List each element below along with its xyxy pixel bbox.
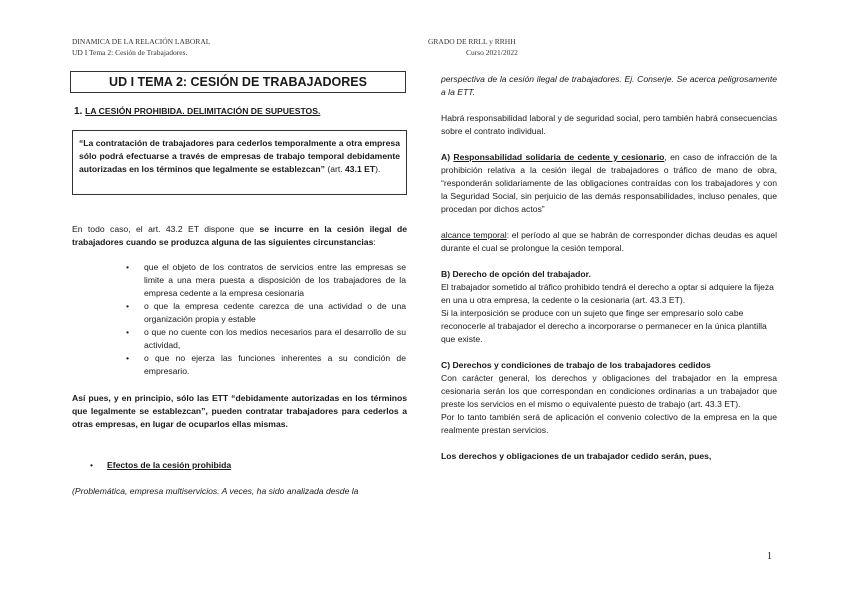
section-heading (74, 106, 320, 117)
list-item: • que el objeto de los contratos de servicios entre las empresas se limite a una mera puesta a disposición de los trabajadores de la empresa cedente a la empresa cesionaria (124, 261, 406, 300)
header-course-title: DINAMICA DE LA RELACIÓN LABORAL (72, 37, 211, 46)
section-number: 1. (74, 106, 83, 117)
alcance-label: alcance temporal (441, 230, 507, 240)
problem-paragraph: (Problemática, empresa multiservicios. A veces, ha sido analizada desde la (72, 486, 359, 496)
responsibility-paragraph: Habrá responsabilidad laboral y de seguridad social, pero también habrá consecuencias sobre el contrato individual. (441, 113, 777, 136)
list-item: • o que la empresa cedente carezca de una actividad o de una organización propia y estable (124, 300, 406, 326)
list-item: • o que no ejerza las funciones inherentes a su condición de empresario. (124, 352, 406, 378)
section-b-text-1: El trabajador sometido al tráfico prohibido tendrá el derecho a optar si adquiere la fijeza en una u otra empresa, la cedente o la cesionaria (art. 43.3 ET). (441, 282, 774, 305)
header-left (72, 36, 210, 58)
list-item: • o que no cuente con los medios necesarios para el desarrollo de su actividad, (124, 326, 406, 352)
section-c-text-1: Con carácter general, los derechos y obligaciones del trabajador en la empresa cesionaria serán los que correspondan en condiciones ordinarias a un trabajador que preste los servicios en el mismo o equivalente puesto de trabajo (art. 43.3 ET). (441, 373, 777, 409)
quote-ref: 43.1 ET (345, 164, 376, 174)
intro-text: En todo caso, el art. 43.2 ET dispone que (72, 224, 260, 234)
header-unit-title: UD I Tema 2: Cesión de Trabajadores. (72, 48, 188, 57)
section-a-heading: Responsabilidad solidaria de cedente y cesionario (453, 152, 665, 162)
final-paragraph: Los derechos y obligaciones de un trabajador cedido serán, pues, (441, 451, 712, 461)
header-right (428, 36, 518, 58)
alcance-text: : el período al que se habrán de corresponder dichas deudas es aquel durante el cual se prolongue la cesión temporal. (441, 230, 777, 253)
ett-paragraph: Así pues, y en principio, sólo las ETT “debidamente autorizadas en los términos que legalmente se establezcan”, pueden contratar trabajadores para cederlos a otras empresas, en lugar de ocuparlos ellas mismas. (72, 393, 407, 429)
intro-bold-text: se incurre en la cesión ilegal de trabajadores cuando se produzca alguna de las siguientes circunstancias (72, 224, 407, 247)
section-c-text-2: Por lo tanto también será de aplicación el convenio colectivo de la empresa en la que realmente prestan servicios. (441, 412, 777, 435)
bullet-icon: • (90, 460, 94, 470)
circumstances-list (124, 261, 406, 378)
intro-colon: : (373, 237, 376, 247)
section-b-heading: B) Derecho de opción del trabajador. (441, 269, 591, 279)
quote-ref-suffix: ). (375, 164, 381, 174)
continued-italic-paragraph: perspectiva de la cesión ilegal de trabajadores. Ej. Conserje. Se acerca peligrosamente a la ETT. (441, 74, 777, 97)
section-a-paragraph (441, 151, 777, 216)
header-year: Curso 2021/2022 (466, 48, 518, 57)
left-column (72, 223, 407, 498)
quote-text: “La contratación de trabajadores para cederlos temporalmente a otra empresa sólo podrá efectuarse a través de empresas de trabajo temporal debidamente autorizadas en los términos que legalmente se establezcan” (79, 138, 400, 174)
effects-heading-label: Efectos de la cesión prohibida (107, 460, 232, 470)
page-title: UD I TEMA 2: CESIÓN DE TRABAJADORES (70, 71, 406, 93)
section-a-text: , en caso de infracción de la prohibición relativa a la cesión ilegal de trabajadores o tráfico de mano de obra, “responderán solidariamente de las obligaciones contraídas con los trabajadores y con la Seguridad Social, sin perjuicio de las demás responsabilidades, incluso penales, que procedan por dichos actos” (441, 152, 777, 214)
alcance-paragraph (441, 229, 777, 255)
section-a-label: A) (441, 152, 454, 162)
legal-quote-box (72, 130, 407, 195)
right-column (441, 73, 777, 463)
intro-paragraph (72, 223, 407, 249)
quote-ref-prefix: (art. (324, 164, 346, 174)
section-c-heading: C) Derechos y condiciones de trabajo de los trabajadores cedidos (441, 360, 711, 370)
section-label: LA CESIÓN PROHIBIDA. DELIMITACIÓN DE SUPUESTOS. (85, 106, 321, 116)
page-number: 1 (767, 551, 772, 562)
section-b-text-2: Si la interposición se produce con un sujeto que finge ser empresario solo cabe reconocerle al trabajador el derecho a incorporarse o permanecer en la única plantilla que existe. (441, 308, 767, 344)
header-degree: GRADO DE RRLL y RRHH (428, 37, 516, 46)
effects-heading (72, 459, 407, 472)
